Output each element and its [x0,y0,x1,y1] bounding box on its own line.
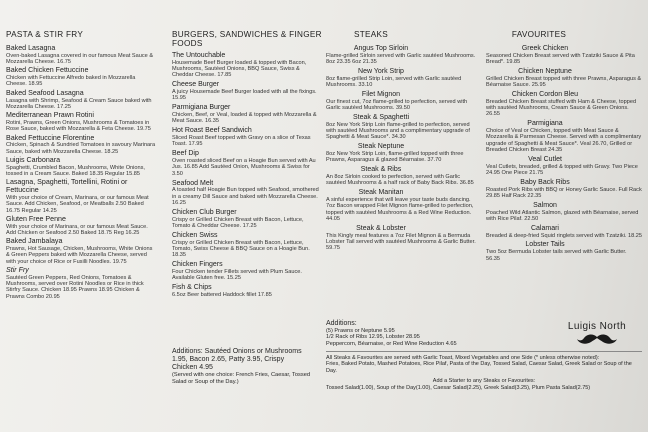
menu-item-name: Baked Seafood Lasagna [6,88,84,97]
menu-item-description: Seasoned Chicken Breast served with Tzatziki Sauce & Pita Bread*. 19.85 [486,52,635,66]
menu-item-description: With your choice of Marinara, or our famous Meat Sauce. Add Chicken or Seafood 2.50 Baked 18.75 Reg 16.25 [6,223,148,236]
section-heading: BURGERS, SANDWICHES & FINGER FOODS [172,30,322,48]
restaurant-logo [552,321,642,345]
menu-item-description: Housemade Beef Burger loaded & topped with Bacon, Mushrooms, Sautéed Onions, BBQ Sauce, Swiss & Cheddar Cheese. 17.85 [172,59,307,79]
menu-item [172,104,322,124]
menu-item-name: Steak & Spaghetti [352,113,410,121]
menu-item-name: Baked Jambalaya [6,237,63,246]
menu-item [486,91,642,118]
menu-item-description: With your choice of Cream, Marinara, or our famous Meat Sauce. Add Chicken, Seafood, or Meatballs 2.50 Baked 16.75 Regular 14.25 [6,194,149,214]
menu-item-list [172,52,322,298]
menu-item-name: Baby Back Ribs [520,178,570,186]
note-line: Tossed Salad(1.00), Soup of the Day(1.00), Caesar Salad(2.25), Greek Salad(3.25), Plum Pasta Salad(2.75) [326,384,591,391]
menu-item-description: Poached Wild Atlantic Salmon, glazed with Béarnaise, served with Rice Pilaf. 22.50 [486,209,639,222]
burgers-sandwiches-section [172,30,322,301]
menu-item-name: Gluten Free Penne [6,214,66,223]
menu-item [6,157,156,177]
menu-item-name: Steak & Lobster [356,224,406,232]
additions-line: 1/2 Rack of Ribs 12.95, Lobster 28.95 [326,334,420,341]
menu-item [486,68,642,88]
menu-item [326,189,476,222]
section-heading: FAVOURITES [511,30,567,39]
menu-item-description: Sautéed Green Peppers, Red Onions, Tomatoes & Mushrooms, served over Rotini Noodles or Rice in thick Stirfry Sauce. Chicken 18.95 Prawns 18.95 Chicken & Prawns Combo 20.95 [6,274,144,300]
menu-item-description: Four Chicken tender Fillets served with Plum Sauce. Available Gluten free. 15.25 [172,268,302,282]
menu-item-name: Parmigiana Burger [172,104,231,112]
menu-item-name: Chicken Fingers [172,261,223,269]
menu-item-name: Baked Lasagna [6,44,56,52]
menu-item-name: Veal Cutlet [528,155,562,163]
menu-item-name: Baked Chicken Fettuccine [6,66,89,75]
menu-item-name: The Untouchable [172,52,226,59]
menu-item [172,261,322,281]
steak-additions [326,320,476,347]
additions-line: Peppercorn, Béarnaise, or Red Wine Reduction 4.65 [326,340,457,347]
menu-item [172,150,322,177]
menu-item-description: Oven roasted sliced Beef on a Hoagie Bun served with Au Jus. 16.85 Add Sautéed Onion, Mushrooms & Swiss for 3.50 [172,158,316,177]
menu-item-name: Calamari [530,224,559,232]
menu-item-description: Our finest cut, 7oz flame-grilled to perfection, served with Garlic sautéed Mushrooms. 39.50 [326,98,468,112]
menu-item-name: Stir Fry [6,265,29,274]
menu-item-description: Grilled Chicken Breast topped with three Prawns, Asparagus & Béarnaise Sauce. 25.95 [486,75,642,89]
menu-item [326,114,476,141]
menu-item-description: Breaded Chicken Breast stuffed with Ham & Cheese, topped with sautéed Mushrooms, Cream Sauce & Green Onions. 26.55 [486,98,637,118]
menu-item [486,179,642,199]
menu-item-description: Veal Cutlets, breaded, grilled & topped with Gravy. Two Piece 24.95 One Piece 21.75 [486,163,638,176]
menu-item-description: Prawns, Hot Sausage, Chicken, Mushrooms, White Onions & Green Peppers baked with Mozzarella Cheese, served with your choice of Rice or Fusilli Noodles. 19.75 [6,246,153,265]
note-line: All Steaks & Favourites are served with Garlic Toast, Mixed Vegetables and one Side (* unless otherwise noted): [326,355,600,361]
logo-text: Luigis North [567,321,627,332]
menu-item-name: Chicken Swiss [172,231,218,239]
additions-line: (5) Prawns or Neptune 5.95 [326,328,395,334]
menu-item [6,238,156,265]
menu-item [6,67,156,87]
note-line: Fries, Baked Potato, Mashed Potatoes, Rice Pilaf, Pasta of the Day, Tossed Salad, Caesar Salad, Greek Salad or Soup of the Day. [326,361,632,374]
menu-item [326,91,476,111]
menu-item [326,166,476,186]
menu-item-description: Chicken, Beef, or Veal, loaded & topped with Mozzarella & Meat Sauce. 16.35 [172,112,317,125]
menu-item-description: This Kingly meal features a 7oz Filet Mignon & a Bermuda Lobster Tail served with sautéed Mushrooms & Garlic Butter. 59.75 [326,232,476,252]
menu-item [172,52,322,79]
menu-item-name: Cheese Burger [172,81,220,89]
steaks-section [326,30,476,254]
menu-item-description: A juicy Housemade Beef Burger loaded with all the fixings. 15.95 [172,89,317,102]
menu-item [172,127,322,147]
menu-item-description: An 8oz Sirloin cooked to perfection, served with Garlic sautéed Mushrooms & a half rack of Baby Back Ribs. 36.85 [326,174,474,187]
pasta-stir-fry-section [6,30,156,302]
menu-item-description: 8oz flame-grilled Strip Loin, served with Garlic sautéed Mushrooms. 33.10 [326,75,462,89]
menu-item-description: Chicken with Fettuccine Alfredo baked in Mozzarella Cheese. 18.95 [6,75,136,88]
menu-item [6,267,156,300]
menu-item [172,180,322,207]
menu-item-name: Salmon [533,201,557,209]
menu-item-description: Crispy or Grilled Chicken Breast with Bacon, Lettuce, Tomato, Swiss Cheese & BBQ Sauce on a Hoagie Bun. 18.35 [172,239,310,259]
menu-item-description: Spaghetti, Crumbled Bacon, Mushrooms, White Onions, tossed in a Cream Sauce. Baked 18.35 Regular 15.85 [6,164,145,178]
menu-item-description: 6.5oz Beer battered Haddock fillet 17.85 [172,291,272,298]
menu-item-name: Chicken Club Burger [172,208,237,216]
menu-item-name: Luigis Carbonara [6,155,61,164]
additions-line: Chicken 4.95 [172,364,213,371]
menu-item [486,202,642,222]
menu-item-description: Sliced Roast Beef topped with Gravy on a slice of Texas Toast. 17.95 [172,135,311,148]
menu-item-name: Lobster Tails [525,241,565,249]
menu-item-list [326,45,476,251]
menu-item [6,179,156,213]
menu-item [172,209,322,229]
menu-item-description: Breaded & deep-fried Squid ringlets served with Tzatziki. 18.25 [486,232,642,239]
menu-item [326,68,476,88]
menu-item-name: Parmigiana [527,120,563,128]
menu-item [486,225,642,239]
menu-item-description: Oven-baked Lasagna covered in our famous Meat Sauce & Mozzarella Cheese. 16.75 [6,52,154,66]
menu-item [326,225,476,252]
menu-item-name: Hot Roast Beef Sandwich [172,127,252,135]
menu-item-description: A toasted half Hoagie Bun topped with Seafood, smothered in a creamy Dill Sauce and baked with Mozzarella Cheese. 16.25 [172,187,319,206]
menu-item [486,45,642,65]
menu-item-name: Steak Neptune [357,143,405,151]
burger-additions [172,348,322,386]
menu-item [6,216,156,236]
menu-item [326,45,476,65]
menu-item-name: Chicken Cordon Bleu [511,90,579,98]
menu-item-list [6,45,156,300]
menu-item-name: Lasagna, Spaghetti, Tortellini, Rotini or Fettuccine [6,178,128,195]
menu-item-description: Crispy or Grilled Chicken Breast with Bacon, Lettuce, Tomato & Cheddar Cheese. 17.25 [172,216,304,229]
additions-heading: Additions: Sautéed Onions or Mushrooms [172,348,302,355]
menu-item-description: 8oz New York Strip Loin flame-grilled to perfection, served with sautéed Mushrooms and a complimentary upgrade of Spaghetti & Meat Sauce*. 34.30 [326,121,470,141]
menu-item-name: Seafood Melt [172,179,214,187]
menu-item [172,284,322,298]
menu-item-name: Fish & Chips [172,284,212,292]
menu-item-description: Roasted Pork Ribs with BBQ or Honey Garlic Sauce. Full Rack 29.85 Half Rack 22.35 [486,186,642,199]
menu-item-name: Baked Fettuccine Florentine [6,133,95,142]
menu-item-name: Steak & Ribs [360,166,402,174]
menu-item-name: Greek Chicken [521,45,569,52]
menu-item-name: Angus Top Sirloin [353,45,409,52]
menu-item-description: Two 5oz Bermuda Lobster tails served with Garlic Butter. 56.35 [486,249,627,262]
menu-item-name: Steak Manitan [358,189,404,197]
section-heading: STEAKS [353,30,389,39]
menu-item [486,156,642,176]
menu-item-description: Choice of Veal or Chicken, topped with Meat Sauce & Mozzarella & Parmesan Cheese. Served with a complimentary upgrade of Spaghetti & Meat Sauce*. Veal 26.70, Grilled or Breaded Chicken Breast 24.35 [486,128,642,153]
menu-item [326,143,476,163]
menu-item [6,112,156,132]
menu-item-description: Lasagna with Shrimp, Seafood & Cream Sauce baked with Mozzarella Cheese. 17.25 [6,97,152,110]
menu-item [172,232,322,259]
additions-note: (Served with one choice: French Fries, Caesar, Tossed Salad or Soup of the Day.) [172,372,311,385]
menu-item [6,135,156,155]
menu-item-list [486,45,642,262]
menu-item-description: A sinful experience that will leave your taste buds dancing. 7oz Bacon wrapped Filet Mignon flame-grilled to perfection, topped with sautéed Mushrooms & a Red Wine Reduction. 44.05 [326,197,474,222]
menu-item [6,45,156,65]
menu-item-name: Mediterranean Prawn Rotini [6,111,94,120]
menu-item-name: New York Strip [358,67,404,75]
menu-item [486,241,642,261]
menu-item-description: 8oz New York Strip Loin, flame-grilled topped with three Prawns, Asparagus & glazed Béarnaise. 37.70 [326,151,464,164]
menu-item-description: Flame-grilled Sirloin served with Garlic sautéed Mushrooms. 8oz 23.35 6oz 21.35 [326,52,476,66]
additions-heading: Additions: [326,320,357,327]
menu-item [172,81,322,101]
mustache-icon [577,333,617,345]
note-line: Add a Starter to any Steaks or Favourites: [432,378,536,385]
section-heading: PASTA & STIR FRY [6,30,84,39]
menu-item-name: Beef Dip [172,150,199,158]
sides-note [326,351,642,391]
menu-item [6,90,156,110]
menu-item [486,120,642,153]
menu-item-name: Chicken Neptune [518,67,572,75]
menu-item-name: Filet Mignon [361,90,401,98]
favourites-section [486,30,642,264]
menu-item-description: Rotini, Prawns, Green Onions, Mushrooms & Tomatoes in Rose Sauce, baked with Mozzarella & Feta Cheese. 19.75 [6,119,151,133]
menu-item-description: Chicken, Spinach & Sundried Tomatoes in savoury Marinara Sauce, baked with Mozzarella Cheese. 18.25 [6,142,156,155]
additions-line: 1.95, Bacon 2.65, Patty 3.95, Crispy [172,356,285,363]
